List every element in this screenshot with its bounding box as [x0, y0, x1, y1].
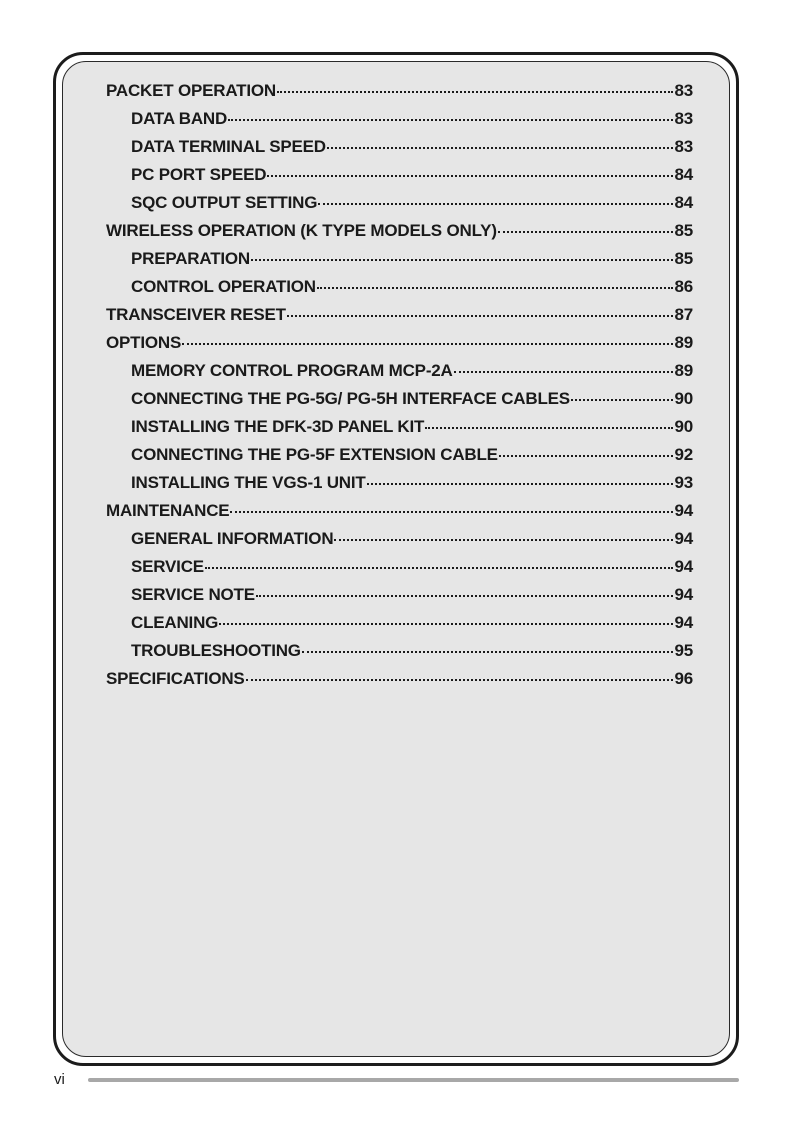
dot-leader: [499, 455, 674, 457]
toc-entry-title: INSTALLING THE VGS-1 UNIT: [131, 473, 366, 492]
toc-entry-page: 93: [674, 473, 693, 492]
toc-entry-page: 94: [674, 585, 693, 604]
dot-leader: [251, 259, 673, 261]
toc-entry-page: 90: [674, 389, 693, 408]
dot-leader: [334, 539, 673, 541]
toc-entry-page: 86: [674, 277, 693, 296]
dot-leader: [318, 203, 673, 205]
dot-leader: [367, 483, 674, 485]
toc-subentry: [106, 245, 693, 273]
page-number: vi: [54, 1071, 65, 1088]
toc-entry: [106, 301, 693, 329]
dot-leader: [425, 427, 673, 429]
toc-entry-title: SPECIFICATIONS: [106, 669, 245, 688]
toc-entry-page: 94: [674, 557, 693, 576]
toc-entry-title: MAINTENANCE: [106, 501, 230, 520]
toc-entry-title: SQC OUTPUT SETTING: [131, 193, 318, 212]
toc-entry: [106, 77, 693, 105]
toc-subentry: [106, 161, 693, 189]
footer-rule: [88, 1078, 739, 1082]
toc-entry-title: TRANSCEIVER RESET: [106, 305, 286, 324]
toc-subentry: [106, 133, 693, 161]
toc-subentry: [106, 581, 693, 609]
toc-entry-title: GENERAL INFORMATION: [131, 529, 334, 548]
dot-leader: [246, 679, 674, 681]
toc-entry-title: CONNECTING THE PG-5F EXTENSION CABLE: [131, 445, 498, 464]
toc-entry-page: 85: [674, 221, 693, 240]
dot-leader: [219, 623, 673, 625]
toc-subentry: [106, 189, 693, 217]
toc-subentry: [106, 553, 693, 581]
dot-leader: [182, 343, 673, 345]
toc-subentry: [106, 637, 693, 665]
dot-leader: [498, 231, 674, 233]
toc-entry: [106, 665, 693, 693]
dot-leader: [277, 91, 674, 93]
toc-entry-title: PC PORT SPEED: [131, 165, 267, 184]
dot-leader: [230, 511, 673, 513]
toc-entry-title: OPTIONS: [106, 333, 182, 352]
toc-entry-page: 96: [674, 669, 693, 688]
toc-subentry: [106, 385, 693, 413]
toc-subentry: [106, 609, 693, 637]
toc-entry-title: CONNECTING THE PG-5G/ PG-5H INTERFACE CABLES: [131, 389, 570, 408]
toc-entry-title: PACKET OPERATION: [106, 81, 276, 100]
toc-subentry: [106, 357, 693, 385]
toc-subentry: [106, 525, 693, 553]
toc-entry-page: 94: [674, 613, 693, 632]
toc-entry-page: 85: [674, 249, 693, 268]
dot-leader: [205, 567, 674, 569]
toc-entry-page: 90: [674, 417, 693, 436]
dot-leader: [317, 287, 674, 289]
dot-leader: [267, 175, 673, 177]
toc-entry-page: 92: [674, 445, 693, 464]
toc-entry-page: 89: [674, 333, 693, 352]
toc-entry: [106, 329, 693, 357]
toc-entry-title: SERVICE NOTE: [131, 585, 255, 604]
toc-entry-page: 83: [674, 109, 693, 128]
toc-entry-page: 94: [674, 501, 693, 520]
dot-leader: [228, 119, 673, 121]
dot-leader: [256, 595, 674, 597]
dot-leader: [327, 147, 674, 149]
toc-entry-page: 84: [674, 193, 693, 212]
toc-entry-title: TROUBLESHOOTING: [131, 641, 301, 660]
toc-subentry: [106, 469, 693, 497]
toc-entry-page: 95: [674, 641, 693, 660]
toc-entry-title: DATA TERMINAL SPEED: [131, 137, 326, 156]
toc-entry-title: MEMORY CONTROL PROGRAM MCP-2A: [131, 361, 453, 380]
toc-entry-page: 83: [674, 137, 693, 156]
toc-entry-title: CLEANING: [131, 613, 219, 632]
toc-subentry: [106, 413, 693, 441]
dot-leader: [454, 371, 674, 373]
toc-entry-page: 87: [674, 305, 693, 324]
toc-entry: [106, 497, 693, 525]
toc-entry-title: CONTROL OPERATION: [131, 277, 316, 296]
dot-leader: [302, 651, 674, 653]
toc-subentry: [106, 441, 693, 469]
dot-leader: [571, 399, 674, 401]
toc-subentry: [106, 273, 693, 301]
toc-entry-page: 84: [674, 165, 693, 184]
toc-entry-page: 83: [674, 81, 693, 100]
toc-entry-page: 94: [674, 529, 693, 548]
table-of-contents: [106, 77, 693, 693]
toc-entry-title: INSTALLING THE DFK-3D PANEL KIT: [131, 417, 425, 436]
toc-entry-title: PREPARATION: [131, 249, 251, 268]
toc-entry-title: SERVICE: [131, 557, 204, 576]
toc-entry-page: 89: [674, 361, 693, 380]
dot-leader: [287, 315, 674, 317]
toc-entry-title: DATA BAND: [131, 109, 228, 128]
toc-entry: [106, 217, 693, 245]
toc-subentry: [106, 105, 693, 133]
toc-entry-title: WIRELESS OPERATION (K TYPE MODELS ONLY): [106, 221, 497, 240]
